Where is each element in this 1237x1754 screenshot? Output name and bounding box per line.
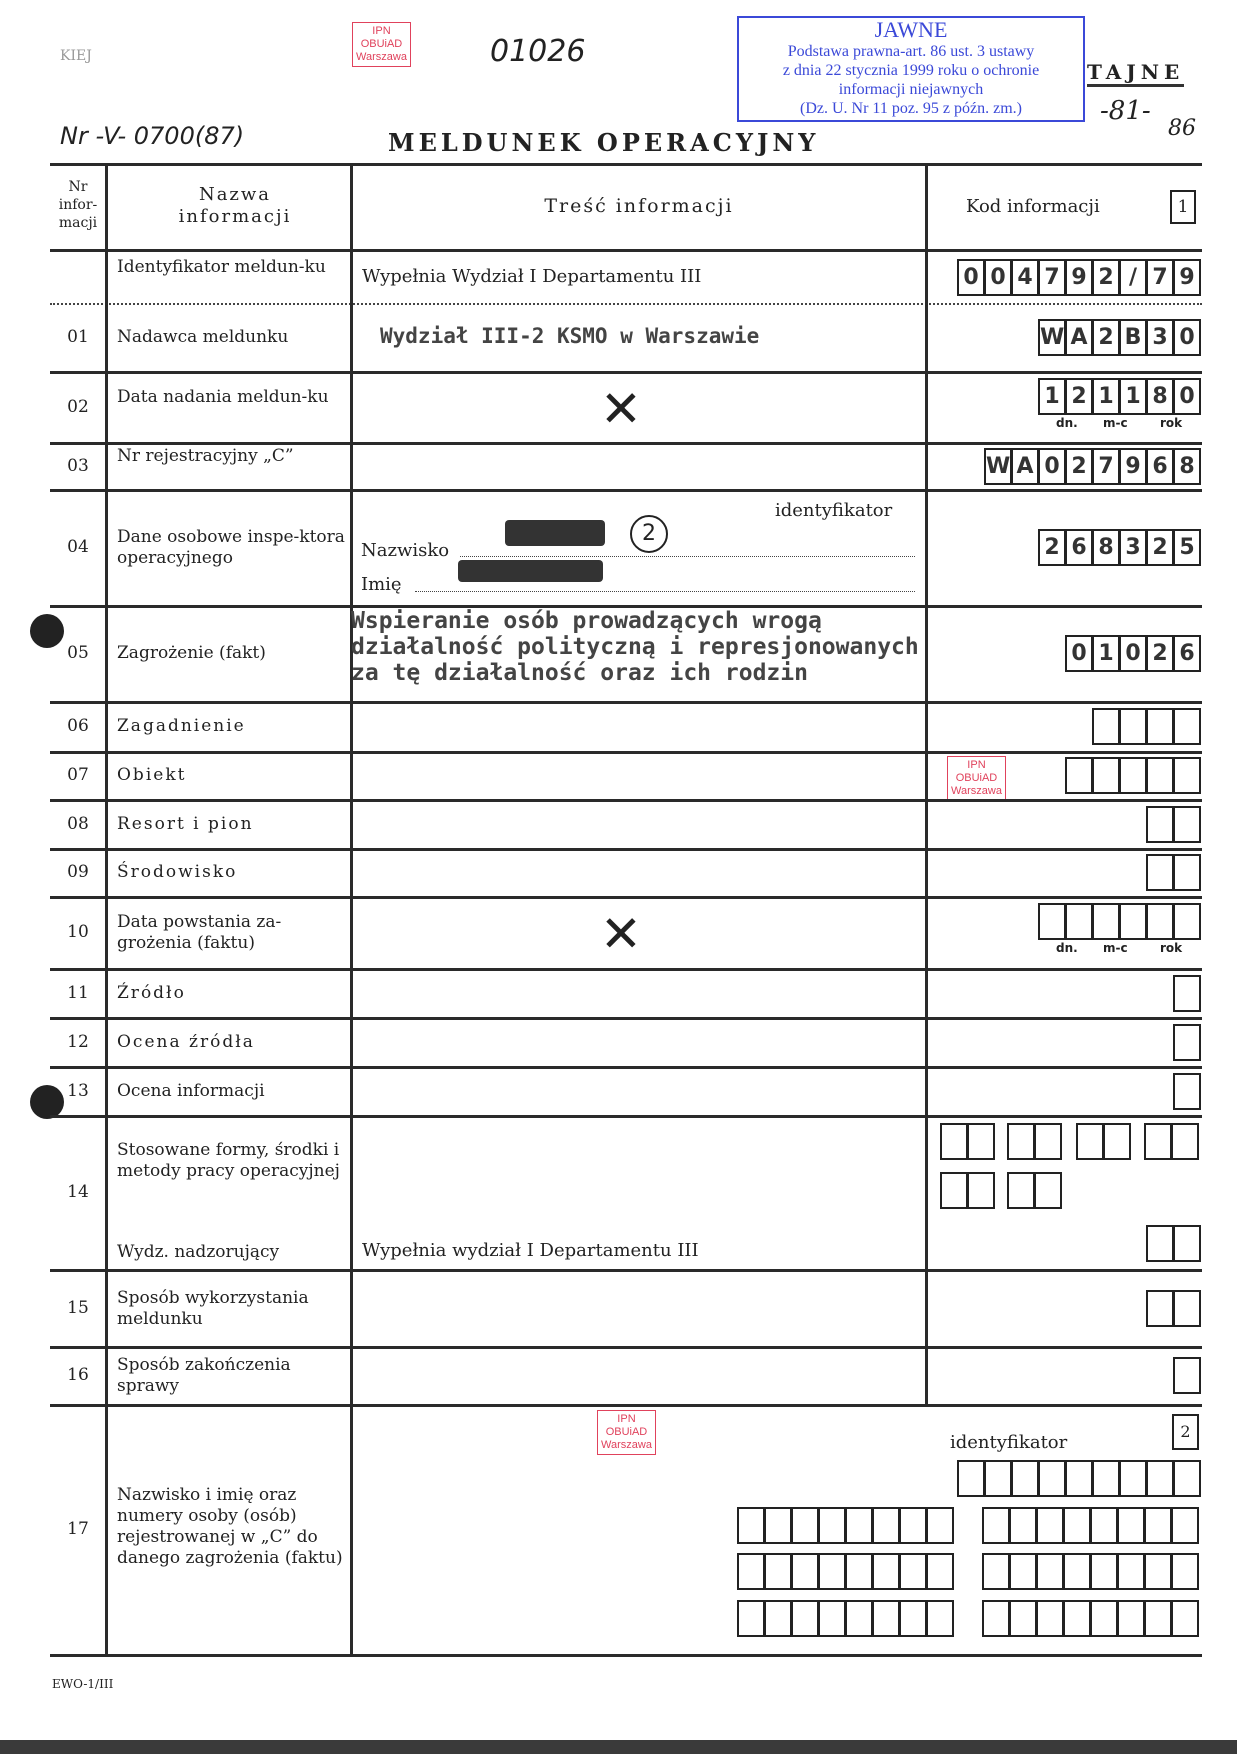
handwritten-number: 01026 [490,34,586,69]
code-box [764,1507,792,1544]
rule [50,1066,1202,1069]
redaction [458,560,603,582]
code-box: 6 [1146,448,1174,485]
code-box [1171,1123,1199,1160]
code-box: 7 [1146,259,1174,296]
code-box [872,1600,900,1637]
date-label-year: rok [1160,416,1183,430]
row-label: Nazwisko i imię oraz numery osoby (osób) rejestrowanej w „C” do danego zagrożenia (faktu) [117,1485,343,1568]
code-box [1146,854,1174,891]
col-header-nr: Nr infor- macji [58,179,98,231]
sub-label: Wydz. nadzorujący [117,1242,280,1262]
code-box: 2 [1038,529,1066,566]
date-label-month: m-c [1103,941,1128,955]
code-box [1119,757,1147,794]
code-box [1007,1172,1035,1209]
code-box [737,1553,765,1590]
row-number: 01 [67,327,89,347]
col-divider [350,163,353,1655]
classification-label: TAJNE [1087,60,1184,87]
rule [50,1346,1202,1349]
redaction [505,520,605,546]
code-box: 2 [1146,635,1174,672]
code-box [1076,1123,1104,1160]
form-code: EWO-1/III [52,1677,114,1691]
col-header-tresc: Treść informacji [544,195,734,217]
code-box: B [1119,319,1147,356]
code-box [982,1553,1010,1590]
code-box [926,1507,954,1544]
code-box: 0 [1173,378,1201,415]
row-number: 11 [67,982,89,1003]
code-box [1038,903,1066,940]
row-number: 13 [67,1080,89,1101]
code-box [899,1553,927,1590]
surname-label: Nazwisko [361,540,450,561]
row-number: 10 [67,922,89,942]
code-box [1009,1600,1037,1637]
code-box [1063,1553,1091,1590]
code-box [957,1460,985,1497]
col-header-kod: Kod informacji [966,196,1100,217]
rule [50,896,1202,899]
code-box [1090,1553,1118,1590]
code-box [1092,903,1120,940]
row-label: Ocena informacji [117,1080,265,1101]
code-box [791,1507,819,1544]
code-box [1173,903,1201,940]
code-box: 8 [1173,448,1201,485]
code-box [1144,1553,1172,1590]
code-box [1065,903,1093,940]
code-box [1036,1600,1064,1637]
code-box: 4 [1011,259,1039,296]
row-number: 05 [67,643,89,663]
scan-edge [0,1740,1237,1754]
code-box: W [984,448,1012,485]
row-label: Data powstania za-grożenia (faktu) [117,912,282,953]
row-number: 06 [67,716,89,736]
code-box [1173,1290,1201,1327]
rule [50,701,1202,704]
code-box [899,1600,927,1637]
cross-mark: ✕ [600,379,642,438]
code-box [1171,1507,1199,1544]
code-box [872,1507,900,1544]
code-box [1173,1073,1201,1110]
rule [50,751,1202,754]
code-box [899,1507,927,1544]
code-box: 7 [1092,448,1120,485]
date-label-month: m-c [1103,416,1128,430]
typed-content: Wydział III-2 KSMO w Warszawie [380,324,760,348]
code-box [926,1600,954,1637]
code-box: 0 [1065,635,1093,672]
name-label: Imię [361,574,402,595]
code-box [818,1507,846,1544]
code-box: 0 [1173,319,1201,356]
code-box [737,1507,765,1544]
code-box: 9 [1119,448,1147,485]
code-box [1173,1024,1201,1061]
code-box [1092,1460,1120,1497]
circled-number: 2 [630,515,668,553]
code-box [1173,854,1201,891]
rule [50,968,1202,971]
code-box: 1 [1092,378,1120,415]
page-number-box: 1 [1170,190,1196,224]
code-box [1117,1553,1145,1590]
code-box [1119,903,1147,940]
code-box [1146,806,1174,843]
code-box: 2 [1092,319,1120,356]
rule [50,799,1202,802]
code-box: 0 [957,259,985,296]
code-box [1144,1123,1172,1160]
rule [50,1654,1202,1657]
code-box [1146,757,1174,794]
rule [50,1115,1202,1118]
code-box [1092,708,1120,745]
code-box [1036,1553,1064,1590]
code-box [737,1600,765,1637]
rule [50,163,1202,166]
rule [50,1404,1202,1407]
row-label: Sposób wykorzystania meldunku [117,1287,309,1329]
code-box: W [1038,319,1066,356]
col-divider [925,163,928,1405]
code-box [1146,1460,1174,1497]
code-box: A [1065,319,1093,356]
code-box [1009,1553,1037,1590]
code-box: 6 [1065,529,1093,566]
typed-content: Wspieranie osób prowadzących wrogą działalność polityczną i represjonowanych za tę działalność oraz ich rodzin [351,608,919,686]
row-number: 08 [67,813,89,834]
code-box [1119,1460,1147,1497]
code-box [1173,1460,1201,1497]
name-line [415,591,915,592]
handwritten-ref: Nr -V- 0700(87) [60,122,245,150]
col-header-nazwa: Nazwa informacji [178,184,292,227]
code-box: 7 [1038,259,1066,296]
row-number: 04 [67,537,89,557]
row-label: Nadawca meldunku [117,327,289,347]
code-box: 2 [1146,529,1174,566]
row-label: Zagrożenie (fakt) [117,643,266,663]
code-box [982,1600,1010,1637]
code-box [1036,1507,1064,1544]
code-box [1173,708,1201,745]
row-label: Ocena źródła [117,1031,255,1052]
code-box: 1 [1038,378,1066,415]
code-box [1119,708,1147,745]
code-box [967,1123,995,1160]
code-box [1146,1290,1174,1327]
code-box: 9 [1173,259,1201,296]
surname-line [460,556,915,557]
code-box: 8 [1146,378,1174,415]
faded-org-header: KIEJ [60,48,92,64]
cross-mark: ✕ [600,905,642,963]
code-box [791,1553,819,1590]
rule [50,249,1202,252]
date-label-year: rok [1160,941,1183,955]
sub-content: Wypełnia wydział I Departamentu III [362,1240,699,1261]
code-box [1034,1172,1062,1209]
code-box [1103,1123,1131,1160]
row-label: Resort i pion [117,813,254,834]
row-number: 12 [67,1031,89,1052]
code-box [845,1507,873,1544]
row-label: Stosowane formy, środki i metody pracy operacyjnej [117,1140,340,1181]
ipn-stamp-bottom: IPN OBUiAD Warszawa [597,1410,656,1455]
code-box [1009,1507,1037,1544]
code-box [940,1172,968,1209]
code-box: 1 [1119,378,1147,415]
rule [50,489,1202,492]
handwritten-year: 86 [1168,116,1196,141]
row-number: 09 [67,862,89,882]
code-box [1146,708,1174,745]
code-box [1011,1460,1039,1497]
code-box [1063,1507,1091,1544]
code-box [1063,1600,1091,1637]
code-box: 8 [1092,529,1120,566]
code-box [791,1600,819,1637]
row-number: 15 [67,1297,89,1318]
ipn-stamp-middle: IPN OBUiAD Warszawa [947,756,1006,801]
row-number: 16 [67,1365,89,1385]
code-box [1090,1507,1118,1544]
code-box [1090,1600,1118,1637]
code-box: 0 [1119,635,1147,672]
code-box: 2 [1065,448,1093,485]
code-box [845,1600,873,1637]
row-number: 14 [67,1182,89,1202]
rule [50,442,1202,445]
row-number: 17 [67,1519,89,1539]
code-box: 0 [1038,448,1066,485]
code-box [1171,1600,1199,1637]
row-label: Data nadania meldun-ku [117,386,329,407]
handwritten-copy: -81- [1100,96,1151,126]
code-box [1171,1553,1199,1590]
code-box [926,1553,954,1590]
code-box [818,1553,846,1590]
row-label: Nr rejestracyjny „C” [117,445,294,466]
row-label: Identyfikator meldun-ku [117,256,326,277]
col-divider [105,163,108,1655]
row-label: Źródło [117,982,186,1003]
rule [50,371,1202,374]
code-box [940,1123,968,1160]
code-box [1144,1507,1172,1544]
code-box [764,1553,792,1590]
code-box: 3 [1119,529,1147,566]
code-box [1144,1600,1172,1637]
identifier-label: identyfikator [775,500,893,521]
code-box [1034,1123,1062,1160]
code-box [1173,757,1201,794]
code-box: 3 [1146,319,1174,356]
page-number-box: 2 [1172,1414,1199,1450]
row-label: Dane osobowe inspe-ktora operacyjnego [117,527,345,568]
code-box [1038,1460,1066,1497]
code-box: 2 [1065,378,1093,415]
code-box: 2 [1092,259,1120,296]
code-box [1117,1600,1145,1637]
code-box: 6 [1173,635,1201,672]
row-label: Środowisko [117,862,238,882]
row-number: 02 [67,396,89,417]
row-label: Obiekt [117,765,187,785]
code-box [1007,1123,1035,1160]
row-number: 03 [67,455,89,476]
code-box: A [1011,448,1039,485]
row-content: Wypełnia Wydział I Departamentu III [362,265,702,287]
row-label: Zagadnienie [117,716,246,736]
code-box [984,1460,1012,1497]
code-box [1092,757,1120,794]
code-box: 1 [1092,635,1120,672]
code-box [872,1553,900,1590]
code-box [1173,1225,1201,1262]
code-box [1173,975,1201,1012]
code-box [967,1172,995,1209]
code-box [1146,1225,1174,1262]
date-label-day: dn. [1056,941,1078,955]
code-box: 9 [1065,259,1093,296]
date-label-day: dn. [1056,416,1078,430]
ipn-stamp-top: IPN OBUiAD Warszawa [352,22,411,67]
code-box [982,1507,1010,1544]
code-box [845,1553,873,1590]
row-number: 07 [67,765,89,785]
rule [50,848,1202,851]
identifier-label: identyfikator [950,1432,1068,1453]
code-box: 0 [984,259,1012,296]
rule [50,1269,1202,1272]
code-box [1173,1357,1201,1394]
code-box [1173,806,1201,843]
page-title: MELDUNEK OPERACYJNY [388,128,820,157]
jawne-stamp: JAWNE Podstawa prawna-art. 86 ust. 3 ustawy z dnia 22 stycznia 1999 roku o ochronie informacji niejawnych (Dz. U. Nr 11 poz. 95 z późn. zm.) [737,16,1085,122]
code-box [1117,1507,1145,1544]
code-box: / [1119,259,1147,296]
code-box [1146,903,1174,940]
rule-dotted [50,303,1202,305]
code-box [818,1600,846,1637]
code-box: 5 [1173,529,1201,566]
rule [50,1017,1202,1020]
code-box [764,1600,792,1637]
code-box [1065,1460,1093,1497]
row-label: Sposób zakończenia sprawy [117,1355,291,1396]
code-box [1065,757,1093,794]
